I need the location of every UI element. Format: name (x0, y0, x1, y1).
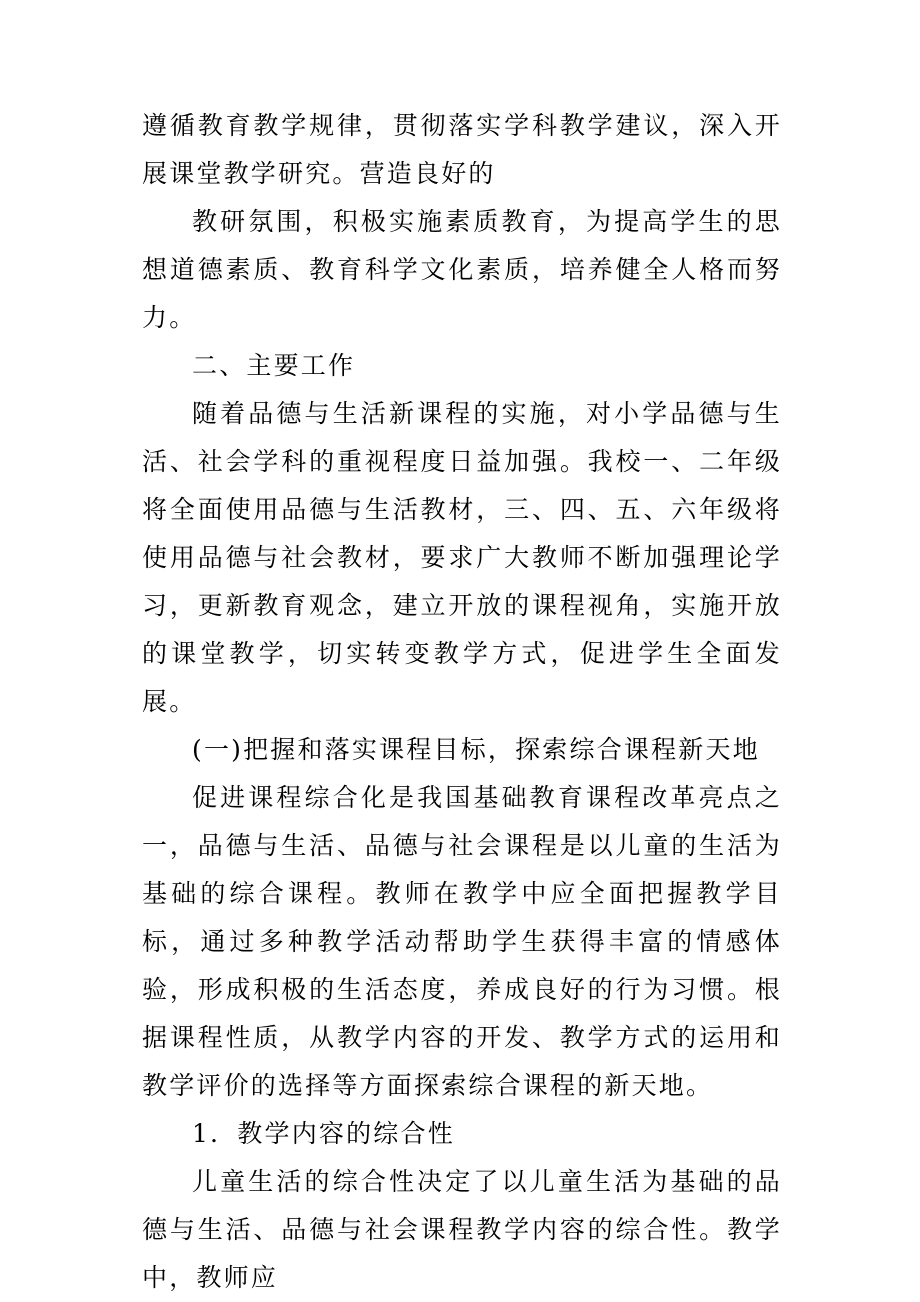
paragraph-3: 随着品德与生活新课程的实施，对小学品德与生活、社会学科的重视程度日益加强。我校一、二年级将全面使用品德与生活教材，三、四、五、六年级将使用品德与社会教材，要求广大教师不断加强理论学习，更新教育观念，建立开放的课程视角，实施开放的课堂教学，切实转变教学方式，促进学生全面发展。 (142, 399, 782, 716)
document-body (142, 102, 782, 1302)
paragraph-4: 促进课程综合化是我国基础教育课程改革亮点之一，品德与生活、品德与社会课程是以儿童的生活为基础的综合课程。教师在教学中应全面把握教学目标，通过多种教学活动帮助学生获得丰富的情感体验，形成积极的生活态度，养成良好的行为习惯。根据课程性质，从教学内容的开发、教学方式的运用和教学评价的选择等方面探索综合课程的新天地。 (142, 783, 782, 1100)
paragraph-2: 教研氛围，积极实施素质教育，为提高学生的思想道德素质、教育科学文化素质，培养健全人格而努力。 (142, 207, 782, 332)
paragraph-1: 遵循教育教学规律，贯彻落实学科教学建议，深入开展课堂教学研究。营造良好的 (142, 111, 782, 188)
item-heading-1: 1．教学内容的综合性 (192, 1119, 455, 1148)
section-heading-main-work: 二、主要工作 (192, 351, 356, 380)
subsection-heading-1: (一)把握和落实课程目标，探索综合课程新天地 (192, 735, 760, 764)
paragraph-5: 儿童生活的综合性决定了以儿童生活为基础的品德与生活、品德与社会课程教学内容的综合性。教学中，教师应 (142, 1167, 782, 1292)
